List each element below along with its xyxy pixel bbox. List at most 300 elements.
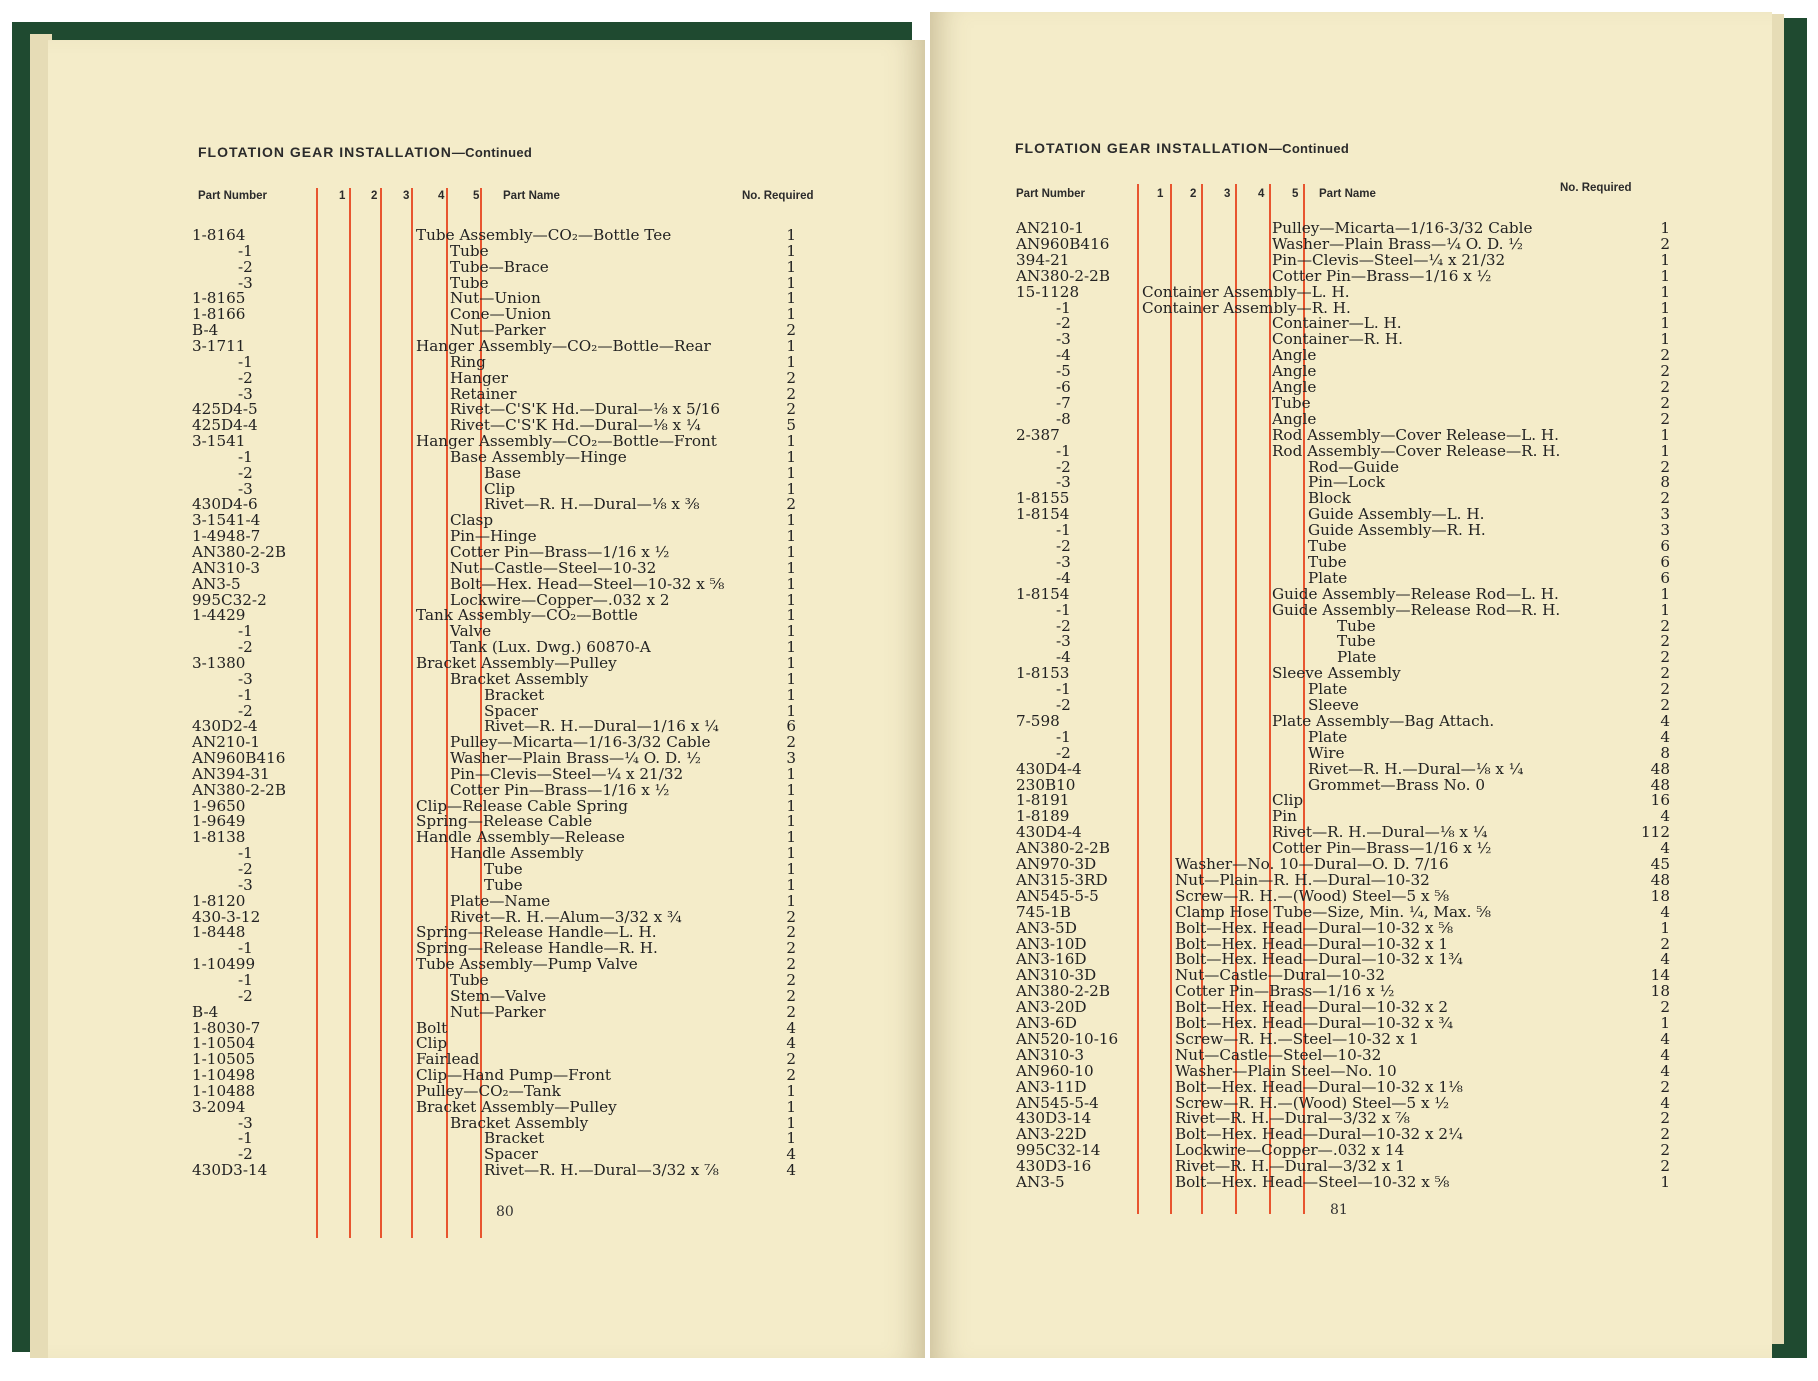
part-name-cell: Bolt—Hex. Head—Dural—10-32 x ¾ [1175, 1014, 1454, 1032]
header-part-number: Part Number [1016, 188, 1086, 200]
part-number-cell: 1-8166 [192, 305, 246, 324]
part-name-cell: Clamp Hose Tube—Size, Min. ¼, Max. ⅝ [1175, 902, 1491, 921]
quantity-cell: 2 [1660, 1125, 1670, 1144]
part-name-cell: Handle Assembly—Release [416, 828, 625, 847]
part-number-cell: AN380-2-2B [192, 780, 286, 799]
quantity-cell: 1 [786, 780, 796, 799]
quantity-cell: 2 [786, 923, 796, 942]
part-number-cell: B-4 [192, 321, 219, 340]
part-number-cell: -8 [1056, 409, 1071, 428]
part-name-cell: Plate [1308, 680, 1348, 699]
part-number-cell: 430D3-14 [1016, 1109, 1092, 1128]
part-name-cell: Hanger [450, 368, 509, 387]
part-number-cell: -2 [238, 1145, 253, 1164]
part-name-cell: Rod Assembly—Cover Release—R. H. [1272, 441, 1561, 460]
header-col-4: 4 [438, 190, 445, 202]
part-name-cell: Rivet—R. H.—Dural—⅛ x ¼ [1272, 823, 1488, 842]
quantity-cell: 1 [786, 701, 796, 720]
quantity-cell: 2 [1660, 664, 1670, 683]
header-col-3: 3 [403, 190, 410, 202]
part-number-cell: -3 [1056, 330, 1071, 349]
quantity-cell: 2 [786, 1066, 796, 1085]
quantity-cell: 1 [1660, 219, 1670, 237]
part-number-cell: -2 [238, 463, 253, 482]
part-number-cell: 430D4-6 [192, 495, 258, 514]
part-name-cell: Clip [484, 479, 516, 498]
part-name-cell: Rivet—C'S'K Hd.—Dural—⅛ x ¼ [450, 416, 701, 435]
part-number-cell: 3-1711 [192, 336, 246, 355]
quantity-cell: 1 [786, 574, 796, 593]
part-number-cell: 1-10498 [192, 1066, 256, 1085]
page-number: 80 [496, 1204, 514, 1220]
part-name-cell: Container Assembly—R. H. [1142, 298, 1351, 317]
part-number-cell: -1 [1056, 521, 1071, 540]
part-number-cell: -2 [238, 257, 253, 276]
part-name-cell: Tube [450, 273, 489, 292]
quantity-cell: 1 [786, 463, 796, 482]
part-name-cell: Cotter Pin—Brass—1/16 x ½ [450, 780, 670, 799]
part-name-cell: Clip—Release Cable Spring [416, 796, 628, 815]
part-number-cell: -1 [238, 352, 253, 371]
part-name-cell: Washer—Plain Brass—¼ O. D. ½ [450, 749, 701, 768]
quantity-cell: 2 [786, 1050, 796, 1069]
part-number-cell: 1-10505 [192, 1050, 256, 1069]
quantity-cell: 4 [1660, 1061, 1670, 1080]
part-name-cell: Spring—Release Handle—R. H. [416, 939, 658, 958]
part-number-cell: -2 [238, 638, 253, 657]
part-number-cell: AN310-3 [192, 558, 261, 577]
part-number-cell: 1-9649 [192, 812, 246, 831]
quantity-cell: 4 [1660, 1093, 1670, 1112]
part-name-cell: Pin—Lock [1308, 473, 1385, 492]
part-name-cell: Spring—Release Cable [416, 812, 593, 831]
quantity-cell: 2 [786, 733, 796, 752]
part-name-cell: Rivet—R. H.—Dural—3/32 x 1 [1175, 1157, 1405, 1176]
part-number-cell: -1 [238, 1129, 253, 1148]
part-number-cell: -3 [238, 384, 253, 403]
left-page [48, 40, 925, 1358]
quantity-cell: 1 [786, 432, 796, 451]
quantity-cell: 1 [786, 527, 796, 546]
quantity-cell: 1 [786, 812, 796, 831]
part-name-cell: Tube Assembly—Pump Valve [416, 955, 638, 974]
header-col-3: 3 [1224, 188, 1231, 200]
part-number-cell: 995C32-14 [1016, 1141, 1101, 1160]
part-number-cell: -2 [238, 701, 253, 720]
part-name-cell: Cotter Pin—Brass—1/16 x ½ [450, 543, 670, 561]
part-name-cell: Rivet—R. H.—Dural—3/32 x ⅞ [1175, 1109, 1410, 1128]
part-number-cell: 425D4-5 [192, 400, 258, 419]
part-name-cell: Bracket [484, 1129, 545, 1148]
quantity-cell: 1 [1660, 600, 1670, 619]
quantity-cell: 1 [1660, 584, 1670, 603]
part-name-cell: Cotter Pin—Brass—1/16 x ½ [1272, 266, 1492, 285]
right-page [930, 12, 1772, 1358]
part-name-cell: Tube Assembly—CO₂—Bottle Tee [416, 226, 672, 244]
part-name-cell: Bolt—Hex. Head—Steel—10-32 x ⅝ [1175, 1173, 1450, 1191]
quantity-cell: 1 [786, 336, 796, 355]
part-name-cell: Screw—R. H.—Steel—10-32 x 1 [1175, 1029, 1419, 1048]
quantity-cell: 2 [1660, 648, 1670, 667]
part-number-cell: AN310-3 [1016, 1045, 1085, 1064]
quantity-cell: 8 [1660, 473, 1670, 492]
part-name-cell: Nut—Union [450, 289, 541, 308]
quantity-cell: 1 [786, 891, 796, 910]
part-name-cell: Cotter Pin—Brass—1/16 x ½ [1272, 839, 1492, 858]
part-number-cell: AN520-10-16 [1016, 1029, 1119, 1048]
quantity-cell: 8 [1660, 743, 1670, 762]
quantity-cell: 1 [786, 511, 796, 530]
part-name-cell: Bracket Assembly [450, 669, 589, 688]
quantity-cell: 1 [786, 669, 796, 688]
quantity-cell: 1 [786, 1113, 796, 1132]
part-name-cell: Bracket [484, 685, 545, 704]
part-number-cell: AN3-11D [1016, 1077, 1087, 1096]
part-name-cell: Nut—Castle—Steel—10-32 [1175, 1045, 1382, 1064]
quantity-cell: 18 [1650, 886, 1670, 905]
title-continued: —Continued [1268, 141, 1350, 156]
part-name-cell: Rivet—R. H.—Alum—3/32 x ¾ [450, 907, 682, 926]
column-rule [380, 188, 382, 1238]
quantity-cell: 4 [786, 1034, 796, 1053]
part-number-cell: -4 [1056, 648, 1071, 667]
part-number-cell: -2 [1056, 696, 1071, 714]
part-number-cell: AN380-2-2B [1016, 982, 1110, 1001]
part-name-cell: Guide Assembly—Release Rod—L. H. [1272, 584, 1559, 603]
quantity-cell: 14 [1650, 966, 1670, 985]
quantity-cell: 1 [786, 764, 796, 783]
part-number-cell: -1 [1056, 600, 1071, 619]
part-number-cell: -2 [1056, 457, 1071, 476]
quantity-cell: 2 [1660, 457, 1670, 476]
part-name-cell: Bolt—Hex. Head—Dural—10-32 x 1⅛ [1175, 1077, 1463, 1096]
quantity-cell: 1 [786, 638, 796, 657]
quantity-cell: 4 [786, 1018, 796, 1037]
quantity-cell: 2 [1660, 489, 1670, 508]
part-name-cell: Angle [1272, 378, 1317, 396]
quantity-cell: 2 [1660, 409, 1670, 428]
quantity-cell: 4 [1660, 727, 1670, 746]
part-name-cell: Hanger Assembly—CO₂—Bottle—Front [416, 432, 717, 451]
part-number-cell: 1-10488 [192, 1081, 256, 1100]
part-name-cell: Sleeve [1308, 696, 1359, 714]
quantity-cell: 16 [1650, 791, 1670, 810]
quantity-cell: 112 [1641, 823, 1670, 842]
quantity-cell: 3 [1660, 505, 1670, 524]
part-number-cell: -2 [238, 986, 253, 1005]
quantity-cell: 4 [1660, 950, 1670, 969]
part-number-cell: -1 [238, 622, 253, 641]
part-name-cell: Lockwire—Copper—.032 x 14 [1175, 1141, 1405, 1160]
quantity-cell: 1 [1660, 918, 1670, 937]
part-number-cell: -3 [1056, 632, 1071, 651]
part-number-cell: AN210-1 [1016, 219, 1085, 237]
quantity-cell: 1 [1660, 330, 1670, 349]
quantity-cell: 1 [786, 273, 796, 292]
part-name-cell: Plate [1308, 727, 1348, 746]
part-name-cell: Bracket Assembly—Pulley [416, 653, 617, 672]
part-number-cell: -7 [1056, 393, 1071, 412]
part-name-cell: Angle [1272, 362, 1317, 381]
quantity-cell: 4 [786, 1161, 796, 1180]
quantity-cell: 2 [1660, 393, 1670, 412]
part-name-cell: Tube [484, 875, 523, 894]
part-number-cell: AN210-1 [192, 733, 261, 752]
part-name-cell: Plate Assembly—Bag Attach. [1272, 711, 1495, 730]
quantity-cell: 3 [1660, 521, 1670, 540]
quantity-cell: 4 [1660, 1045, 1670, 1064]
quantity-cell: 1 [786, 226, 796, 244]
part-number-cell: -3 [1056, 552, 1071, 571]
quantity-cell: 2 [1660, 234, 1670, 253]
part-number-cell: -1 [1056, 298, 1071, 317]
part-number-cell: 1-8164 [192, 226, 246, 244]
quantity-cell: 4 [1660, 1029, 1670, 1048]
part-name-cell: Clip—Hand Pump—Front [416, 1066, 612, 1085]
quantity-cell: 1 [1660, 314, 1670, 333]
header-no-required: No. Required [1560, 182, 1632, 194]
part-number-cell: 3-1541 [192, 432, 246, 451]
quantity-cell: 1 [786, 558, 796, 577]
header-col-2: 2 [1190, 188, 1197, 200]
part-name-cell: Valve [450, 622, 492, 641]
part-number-cell: 1-8189 [1016, 807, 1070, 826]
title-main: FLOTATION GEAR INSTALLATION [198, 144, 452, 160]
part-number-cell: 1-4948-7 [192, 527, 261, 546]
quantity-cell: 2 [1660, 998, 1670, 1017]
part-name-cell: Guide Assembly—Release Rod—R. H. [1272, 600, 1561, 619]
quantity-cell: 1 [786, 241, 796, 260]
part-name-cell: Bolt—Hex. Head—Dural—10-32 x 2¼ [1175, 1125, 1463, 1144]
column-rule [349, 188, 351, 1238]
part-number-cell: -3 [238, 479, 253, 498]
quantity-cell: 1 [786, 828, 796, 847]
quantity-cell: 1 [786, 875, 796, 894]
part-number-cell: 1-8138 [192, 828, 246, 847]
quantity-cell: 2 [786, 939, 796, 958]
part-number-cell: -1 [238, 939, 253, 958]
part-name-cell: Bolt—Hex. Head—Steel—10-32 x ⅝ [450, 574, 725, 593]
quantity-cell: 1 [786, 796, 796, 815]
part-name-cell: Pulley—CO₂—Tank [416, 1081, 561, 1100]
part-number-cell: AN3-16D [1016, 950, 1087, 969]
part-name-cell: Bolt [416, 1018, 448, 1037]
part-name-cell: Fairlead [416, 1050, 480, 1069]
part-number-cell: AN3-5 [192, 574, 241, 593]
part-name-cell: Base Assembly—Hinge [450, 447, 627, 466]
quantity-cell: 2 [1660, 632, 1670, 651]
header-part-number: Part Number [198, 190, 268, 202]
quantity-cell: 2 [786, 970, 796, 989]
part-number-cell: AN3-10D [1016, 934, 1087, 953]
quantity-cell: 1 [1660, 441, 1670, 460]
part-number-cell: 1-8155 [1016, 489, 1070, 508]
part-number-cell: 3-1541-4 [192, 511, 261, 530]
quantity-cell: 2 [786, 955, 796, 974]
part-number-cell: AN3-5 [1016, 1173, 1065, 1191]
part-number-cell: AN380-2-2B [192, 543, 286, 561]
column-rule [411, 188, 413, 1238]
part-number-cell: 1-8120 [192, 891, 246, 910]
quantity-cell: 2 [1660, 934, 1670, 953]
quantity-cell: 4 [1660, 902, 1670, 921]
part-name-cell: Clip [416, 1034, 448, 1053]
quantity-cell: 2 [786, 986, 796, 1005]
quantity-cell: 1 [1660, 1014, 1670, 1032]
part-number-cell: AN315-3RD [1016, 870, 1108, 889]
part-name-cell: Bolt—Hex. Head—Dural—10-32 x 1¾ [1175, 950, 1463, 969]
part-name-cell: Washer—Plain Brass—¼ O. D. ½ [1272, 234, 1523, 253]
quantity-cell: 2 [786, 495, 796, 514]
part-name-cell: Angle [1272, 409, 1317, 428]
header-col-1: 1 [1157, 188, 1164, 200]
part-number-cell: AN380-2-2B [1016, 839, 1110, 858]
part-name-cell: Nut—Parker [450, 321, 546, 340]
part-number-cell: -1 [238, 447, 253, 466]
part-number-cell: -3 [238, 875, 253, 894]
quantity-cell: 6 [786, 717, 796, 736]
part-name-cell: Angle [1272, 346, 1317, 365]
quantity-cell: 2 [1660, 680, 1670, 699]
part-name-cell: Spacer [484, 701, 538, 720]
quantity-cell: 1 [786, 289, 796, 308]
part-number-cell: 1-8154 [1016, 584, 1070, 603]
part-number-cell: 7-598 [1016, 711, 1060, 730]
part-name-cell: Lockwire—Copper—.032 x 2 [450, 590, 670, 609]
part-name-cell: Bracket Assembly—Pulley [416, 1097, 617, 1116]
part-number-cell: AN960B416 [1016, 234, 1110, 253]
part-name-cell: Clip [1272, 791, 1304, 810]
part-number-cell: 745-1B [1016, 902, 1071, 921]
part-name-cell: Wire [1308, 743, 1345, 762]
quantity-cell: 1 [786, 622, 796, 641]
quantity-cell: 1 [786, 479, 796, 498]
part-number-cell: -2 [1056, 314, 1071, 333]
quantity-cell: 2 [786, 321, 796, 340]
part-name-cell: Tube [1308, 537, 1347, 555]
part-number-cell: 1-10499 [192, 955, 256, 974]
title-main: FLOTATION GEAR INSTALLATION [1015, 140, 1269, 156]
part-name-cell: Container Assembly—L. H. [1142, 282, 1350, 301]
quantity-cell: 1 [786, 860, 796, 878]
part-name-cell: Container—R. H. [1272, 330, 1403, 349]
part-number-cell: 430D4-4 [1016, 759, 1082, 778]
part-name-cell: Bolt—Hex. Head—Dural—10-32 x ⅝ [1175, 918, 1454, 937]
quantity-cell: 1 [786, 305, 796, 324]
part-number-cell: 1-8153 [1016, 664, 1070, 683]
part-number-cell: 230B10 [1016, 775, 1076, 794]
header-col-1: 1 [339, 190, 346, 202]
quantity-cell: 3 [786, 749, 796, 768]
part-number-cell: AN380-2-2B [1016, 266, 1110, 285]
part-name-cell: Retainer [450, 384, 517, 403]
part-number-cell: AN394-31 [192, 764, 270, 783]
part-name-cell: Rivet—R. H.—Dural—⅛ x ⅜ [484, 495, 700, 514]
part-name-cell: Plate [1308, 568, 1348, 587]
title-continued: —Continued [451, 145, 533, 160]
part-name-cell: Spacer [484, 1145, 538, 1164]
quantity-cell: 6 [1660, 537, 1670, 555]
part-number-cell: AN310-3D [1016, 966, 1097, 985]
part-name-cell: Handle Assembly [450, 844, 584, 863]
part-name-cell: Guide Assembly—R. H. [1308, 521, 1486, 540]
part-name-cell: Nut—Parker [450, 1002, 546, 1021]
header-col-2: 2 [371, 190, 378, 202]
column-rule [316, 188, 318, 1238]
part-number-cell: 425D4-4 [192, 416, 258, 435]
part-number-cell: -2 [238, 860, 253, 878]
quantity-cell: 1 [786, 844, 796, 863]
part-name-cell: Rivet—R. H.—Dural—⅛ x ¼ [1308, 759, 1524, 778]
quantity-cell: 1 [1660, 266, 1670, 285]
part-number-cell: AN970-3D [1016, 855, 1097, 873]
part-name-cell: Rod Assembly—Cover Release—L. H. [1272, 425, 1559, 444]
part-number-cell: -6 [1056, 378, 1071, 396]
quantity-cell: 2 [1660, 362, 1670, 381]
part-number-cell: AN3-20D [1016, 998, 1087, 1017]
part-name-cell: Tube [1337, 616, 1376, 635]
part-name-cell: Rivet—R. H.—Dural—1/16 x ¼ [484, 717, 719, 736]
part-name-cell: Tank Assembly—CO₂—Bottle [416, 606, 638, 625]
part-number-cell: AN3-22D [1016, 1125, 1087, 1144]
quantity-cell: 1 [1660, 282, 1670, 301]
part-number-cell: -1 [1056, 727, 1071, 746]
part-number-cell: 2-387 [1016, 425, 1060, 444]
part-number-cell: -3 [238, 273, 253, 292]
quantity-cell: 1 [1660, 425, 1670, 444]
part-number-cell: -3 [238, 669, 253, 688]
part-name-cell: Tube [450, 970, 489, 989]
part-name-cell: Bolt—Hex. Head—Dural—10-32 x 1 [1175, 934, 1449, 953]
part-name-cell: Tube [1337, 632, 1376, 651]
quantity-cell: 1 [786, 590, 796, 609]
part-number-cell: AN545-5-5 [1016, 886, 1099, 905]
quantity-cell: 2 [786, 907, 796, 926]
part-name-cell: Tube [450, 241, 489, 260]
part-number-cell: -2 [1056, 616, 1071, 635]
column-rule [1170, 184, 1172, 1214]
part-name-cell: Cone—Union [450, 305, 552, 324]
quantity-cell: 4 [1660, 807, 1670, 826]
part-name-cell: Cotter Pin—Brass—1/16 x ½ [1175, 982, 1395, 1001]
part-name-cell: Rivet—R. H.—Dural—3/32 x ⅞ [484, 1161, 719, 1180]
part-number-cell: AN960-10 [1016, 1061, 1094, 1080]
quantity-cell: 2 [1660, 1157, 1670, 1176]
part-name-cell: Pulley—Micarta—1/16-3/32 Cable [450, 733, 711, 752]
part-name-cell: Washer—Plain Steel—No. 10 [1175, 1061, 1397, 1080]
part-number-cell: -1 [238, 970, 253, 989]
quantity-cell: 2 [1660, 1141, 1670, 1160]
header-part-name: Part Name [503, 190, 560, 202]
part-number-cell: 1-9650 [192, 796, 246, 815]
header-col-5: 5 [1292, 188, 1299, 200]
part-number-cell: 1-8154 [1016, 505, 1070, 524]
quantity-cell: 6 [1660, 568, 1670, 587]
part-number-cell: 394-21 [1016, 250, 1070, 269]
part-name-cell: Screw—R. H.—(Wood) Steel—5 x ½ [1175, 1093, 1450, 1112]
part-number-cell: -2 [1056, 743, 1071, 762]
part-name-cell: Hanger Assembly—CO₂—Bottle—Rear [416, 336, 711, 355]
part-number-cell: B-4 [192, 1002, 219, 1021]
part-name-cell: Bolt—Hex. Head—Dural—10-32 x 2 [1175, 998, 1449, 1017]
part-name-cell: Tube—Brace [450, 257, 549, 276]
quantity-cell: 48 [1650, 775, 1670, 794]
header-col-4: 4 [1258, 188, 1265, 200]
part-name-cell: Plate—Name [450, 891, 551, 910]
part-name-cell: Bracket Assembly [450, 1113, 589, 1132]
part-number-cell: AN960B416 [192, 749, 286, 768]
part-name-cell: Spring—Release Handle—L. H. [416, 923, 657, 942]
